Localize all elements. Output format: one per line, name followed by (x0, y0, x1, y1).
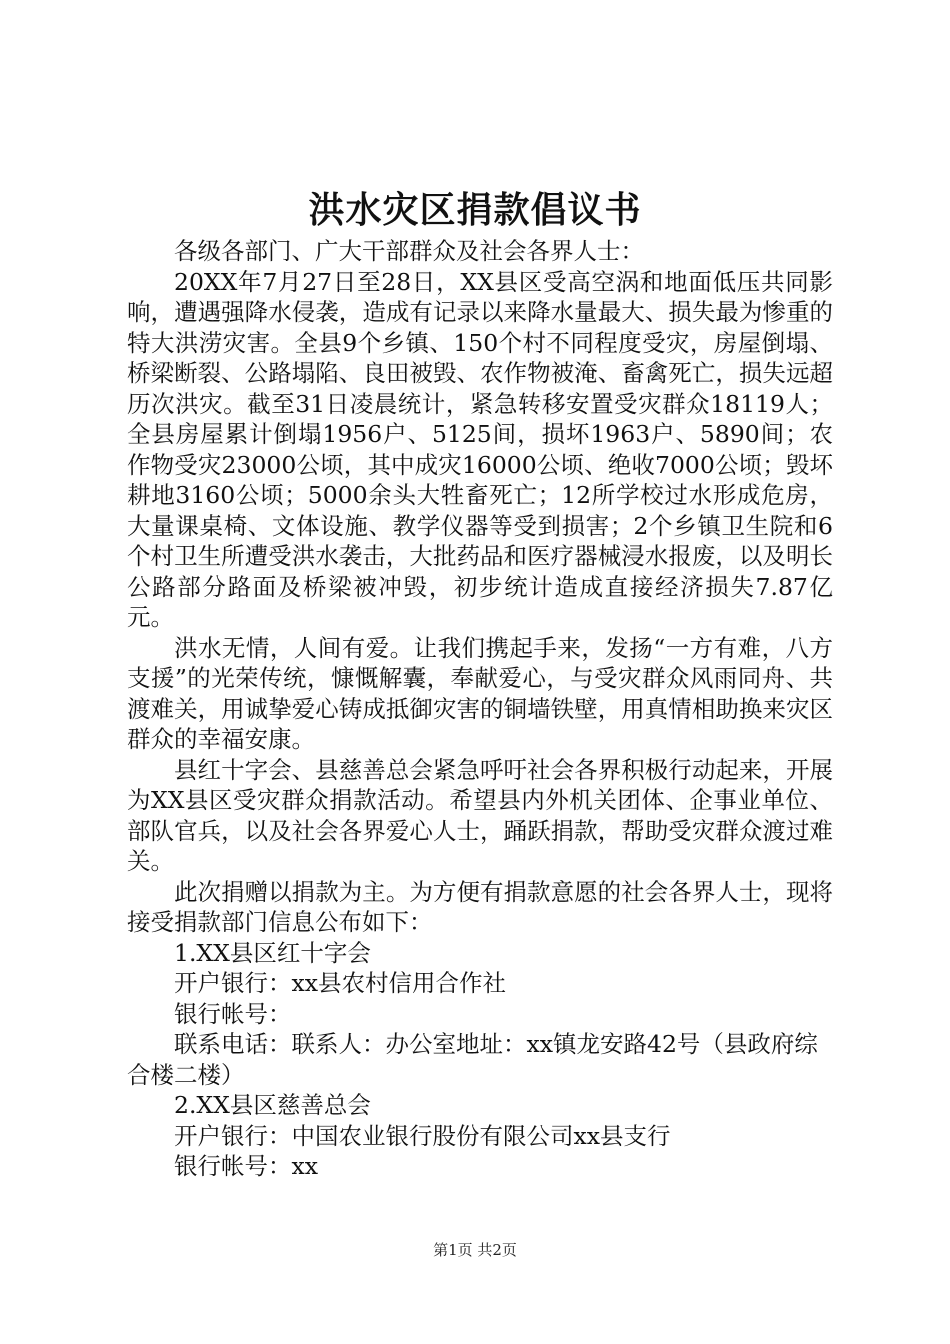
document-title: 洪水灾区捐款倡议书 (308, 189, 642, 231)
paragraph-disaster-overview: 20XX年7月27日至28日，XX县区受高空涡和地面低压共同影响，遭遇强降水侵袭，造成有记录以来降水量最大、损失最为惨重的特大洪涝灾害。全县9个乡镇、150个村不同程度受灾，房屋倒塌、桥梁断裂、公路塌陷、良田被毁、农作物被淹、畜禽死亡，损失远超历次洪灾。截至31日凌晨统计，紧急转移安置受灾群众18119人；全县房屋累计倒塌1956户、5125间，损坏1963户、5890间；农作物受灾23000公顷，其中成灾16000公顷、绝收7000公顷；毁坏耕地3160公顷；5000余头大牲畜死亡；12所学校过水形成危房，大量课桌椅、文体设施、教学仪器等受到损害；2个乡镇卫生院和6个村卫生所遭受洪水袭击，大批药品和医疗器械浸水报废，以及明长公路部分路面及桥梁被冲毁，初步统计造成直接经济损失7.87亿元。 (127, 267, 833, 631)
org1-account: 银行帐号： (174, 999, 292, 1028)
document-body (127, 236, 833, 1182)
salutation: 各级各部门、广大干部群众及社会各界人士： (174, 237, 644, 265)
paragraph-call-to-action: 县红十字会、县慈善总会紧急呼吁社会各界积极行动起来，开展为XX县区受灾群众捐款活动。希望县内外机关团体、企事业单位、部队官兵，以及社会各界爱心人士，踊跃捐款，帮助受灾群众渡过难关。 (127, 755, 833, 875)
org1-bank: 开户银行：xx县农村信用合作社 (174, 969, 507, 997)
page-footer: 第1页 共2页 (433, 1241, 517, 1259)
paragraph-appeal: 洪水无情，人间有爱。让我们携起手来，发扬“一方有难，八方支援”的光荣传统，慷慨解囊，奉献爱心，与受灾群众风雨同舟、共渡难关，用诚挚爱心铸成抵御灾害的铜墙铁壁，用真情相助换来灾区群众的幸福安康。 (127, 633, 833, 753)
org1-name: 1.XX县区红十字会 (174, 938, 371, 967)
org1-contact: 联系电话：联系人：办公室地址：xx镇龙安路42号（县政府综合楼二楼） (127, 1030, 818, 1089)
org2-account: 银行帐号：xx (174, 1152, 319, 1180)
org2-name: 2.XX县区慈善总会 (174, 1091, 371, 1119)
paragraph-donation-info-intro: 此次捐赠以捐款为主。为方便有捐款意愿的社会各界人士，现将接受捐款部门信息公布如下： (127, 877, 833, 936)
org2-bank: 开户银行：中国农业银行股份有限公司xx县支行 (174, 1121, 671, 1150)
